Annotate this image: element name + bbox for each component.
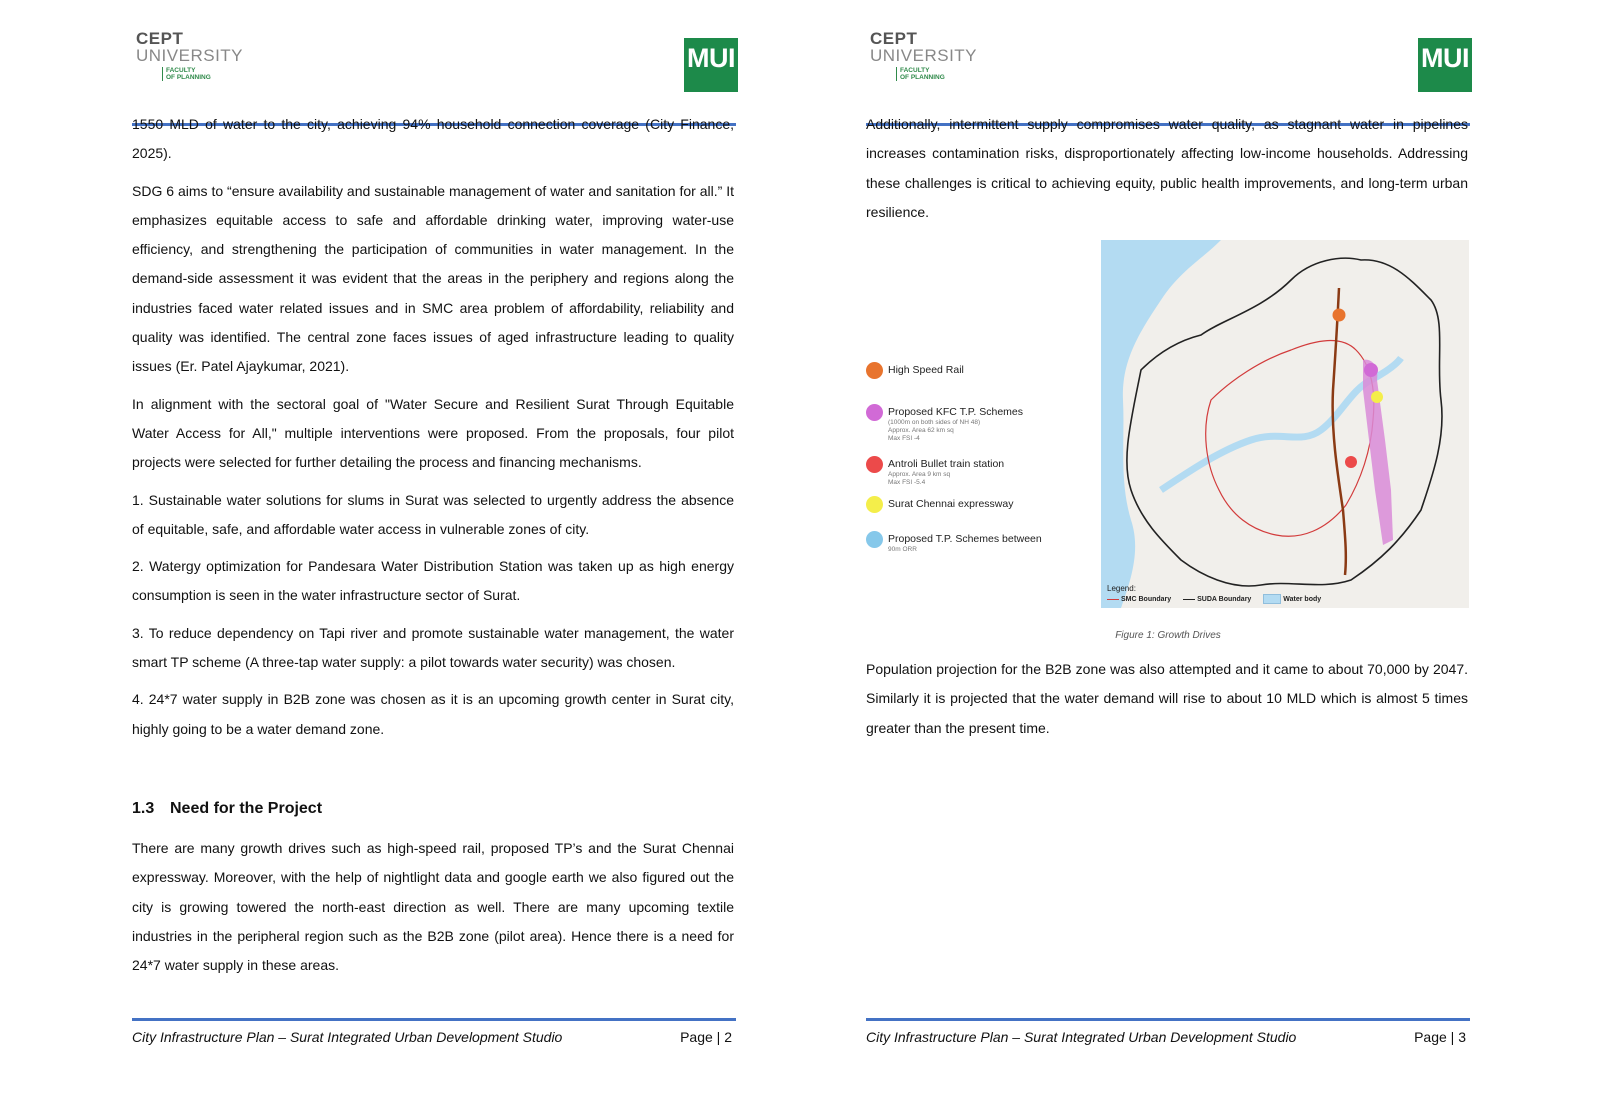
mui-logo: MUI (684, 38, 738, 92)
high-speed-rail-marker (1333, 309, 1346, 322)
list-item: 3. To reduce dependency on Tapi river and promote sustainable water management, the water smart TP scheme (A three-tap water supply: a pilot towards water security) was chosen. (132, 624, 734, 671)
page-number: Page | 2 (680, 1029, 732, 1045)
footer-title: City Infrastructure Plan – Surat Integrated Urban Development Studio (132, 1029, 563, 1045)
growth-drives-figure: High Speed Rail Proposed KFC T.P. Schemes (1000m on both sides of NH 48) Approx. Area 62 km sq Max FSI -4 Antroli Bullet train station Approx. Area 9 km sq Max FSI -5.4 Surat Chennai expressway Proposed T.P. Schemes between 90m ORR Legend: SMC Boundary SUDA Boundary Water body Figure 1: Growth Drives (866, 240, 1470, 640)
expressway-marker (1371, 391, 1383, 403)
map-legend: Legend: SMC Boundary SUDA Boundary Water body (1107, 584, 1322, 603)
paragraph: SDG 6 aims to “ensure availability and sustainable management of water and sanitation for all.” It emphasizes equitable access to safe and affordable drinking water, improving water-use efficiency, and strengthening the participation of communities in water management. In the demand-side assessment it was evident that the areas in the periphery and regions along the industries faced water related issues and in SMC area problem of affordability, reliability and quality was identified. The central zone faces issues of aged infrastructure leading to quality issues (Er. Patel Ajaykumar, 2021). (132, 182, 734, 375)
mui-logo: MUI (1418, 38, 1472, 92)
list-item: 1. Sustainable water solutions for slums in Surat was selected to urgently address the absence of equitable, safe, and affordable water access in vulnerable zones of city. (132, 491, 734, 537)
figure-caption: Figure 1: Growth Drives (1115, 630, 1221, 641)
page-body (132, 110, 734, 988)
surat-map (1101, 240, 1469, 608)
antroli-station-marker (1345, 456, 1357, 468)
page-body (866, 110, 1468, 235)
tp-scheme-marker (1364, 363, 1378, 377)
page-header (866, 28, 1474, 98)
list-item: 2. Watergy optimization for Pandesara Water Distribution Station was taken up as high energy consumption is seen in the water infrastructure sector of Surat. (132, 558, 734, 604)
paragraph: Population projection for the B2B zone was also attempted and it came to about 70,000 by 2047. Similarly it is projected that the water demand will rise to about 10 MLD which is almost 5 times greater than the present time. (866, 661, 1468, 736)
document-page-3 (866, 0, 1474, 1119)
blue-dot-icon (866, 531, 883, 548)
map-graphic (1101, 240, 1469, 608)
paragraph: In alignment with the sectoral goal of "Water Secure and Resilient Surat Through Equitable Water Access for All," multiple interventions were proposed. From the proposals, four pilot projects were selected for further detailing the process and financing mechanisms. (132, 395, 734, 471)
yellow-dot-icon (866, 496, 883, 513)
page-number: Page | 3 (1414, 1029, 1466, 1045)
footer-title: City Infrastructure Plan – Surat Integrated Urban Development Studio (866, 1029, 1297, 1045)
paragraph: 1550 MLD of water to the city, achieving 94% household connection coverage (City Finance, 2025). (132, 116, 734, 162)
document-page-2 (132, 0, 740, 1119)
section-heading: 1.3 Need for the Project (132, 799, 323, 817)
page-body-lower (866, 655, 1468, 743)
red-dot-icon (866, 456, 883, 473)
pink-dot-icon (866, 404, 883, 421)
paragraph: Additionally, intermittent supply compromises water quality, as stagnant water in pipelines increases contamination risks, disproportionately affecting low-income households. Addressing these challenges is critical to achieving equity, public health improvements, and long-term urban resilience. (866, 116, 1468, 220)
paragraph: There are many growth drives such as high-speed rail, proposed TP’s and the Surat Chennai expressway. Moreover, with the help of nightlight data and google earth we also figured out the city is growing towered the north-east direction as well. There are many upcoming textile industries in the peripheral region such as the B2B zone (pilot area). Hence there is a need for 24*7 water supply in these areas. (132, 839, 734, 974)
orange-dot-icon (866, 362, 883, 379)
list-item: 4. 24*7 water supply in B2B zone was chosen as it is an upcoming growth center in Surat city, highly going to be a water demand zone. (132, 691, 734, 737)
cept-university-logo: CEPT UNIVERSITY FACULTY OF PLANNING (870, 29, 978, 81)
page-header (132, 28, 740, 98)
cept-university-logo: CEPT UNIVERSITY FACULTY OF PLANNING (136, 29, 244, 81)
